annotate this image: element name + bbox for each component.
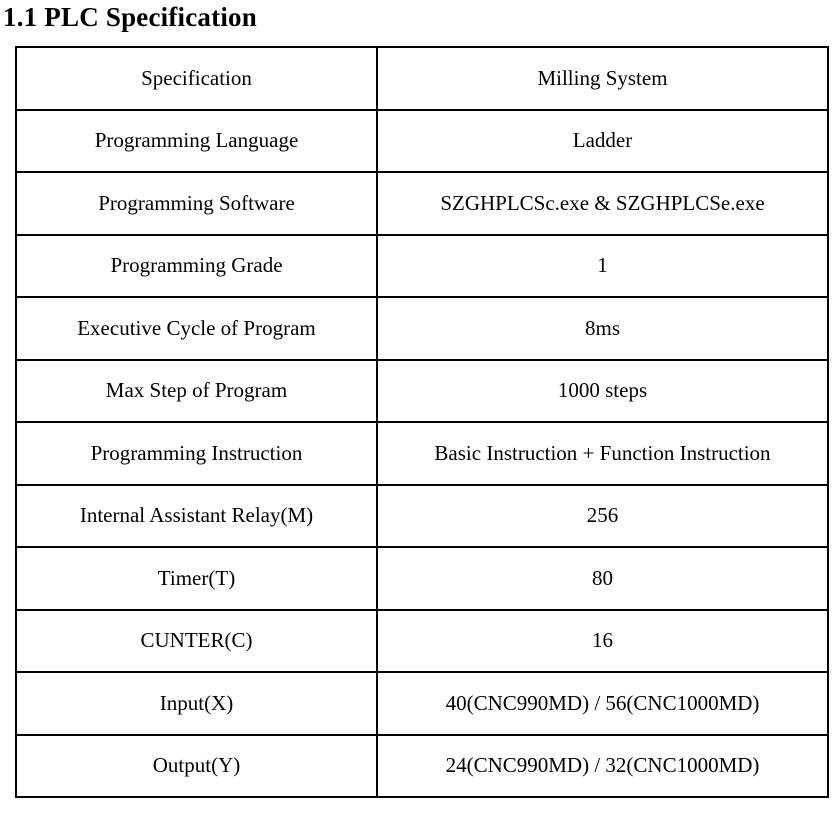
spec-value-cell: 16 [377, 610, 828, 673]
spec-label-cell: Internal Assistant Relay(M) [16, 485, 377, 548]
spec-value-cell: Ladder [377, 110, 828, 173]
spec-value-cell: 8ms [377, 297, 828, 360]
spec-label-cell: Max Step of Program [16, 360, 377, 423]
table-row [16, 672, 828, 735]
plc-specification-table-body [16, 47, 828, 797]
spec-label-cell: CUNTER(C) [16, 610, 377, 673]
table-row [16, 610, 828, 673]
spec-label-cell: Executive Cycle of Program [16, 297, 377, 360]
spec-label-cell: Programming Software [16, 172, 377, 235]
table-row [16, 360, 828, 423]
spec-value-cell: SZGHPLCSc.exe & SZGHPLCSe.exe [377, 172, 828, 235]
spec-value-cell: 40(CNC990MD) / 56(CNC1000MD) [377, 672, 828, 735]
table-row [16, 485, 828, 548]
table-row [16, 172, 828, 235]
table-row [16, 110, 828, 173]
table-row [16, 297, 828, 360]
spec-value-cell: 1000 steps [377, 360, 828, 423]
table-row [16, 422, 828, 485]
section-title: 1.1 PLC Specification [3, 2, 257, 32]
spec-label-cell: Timer(T) [16, 547, 377, 610]
spec-value-cell: 80 [377, 547, 828, 610]
plc-specification-table [15, 46, 829, 798]
table-row [16, 547, 828, 610]
spec-value-cell: 1 [377, 235, 828, 298]
spec-value-cell: Basic Instruction + Function Instruction [377, 422, 828, 485]
spec-label-cell: Input(X) [16, 672, 377, 735]
spec-label-cell: Output(Y) [16, 735, 377, 798]
spec-value-cell: 24(CNC990MD) / 32(CNC1000MD) [377, 735, 828, 798]
spec-label-cell: Specification [16, 47, 377, 110]
spec-value-cell: 256 [377, 485, 828, 548]
spec-value-cell: Milling System [377, 47, 828, 110]
spec-label-cell: Programming Instruction [16, 422, 377, 485]
table-row [16, 735, 828, 798]
spec-label-cell: Programming Grade [16, 235, 377, 298]
table-row [16, 235, 828, 298]
spec-label-cell: Programming Language [16, 110, 377, 173]
table-row [16, 47, 828, 110]
